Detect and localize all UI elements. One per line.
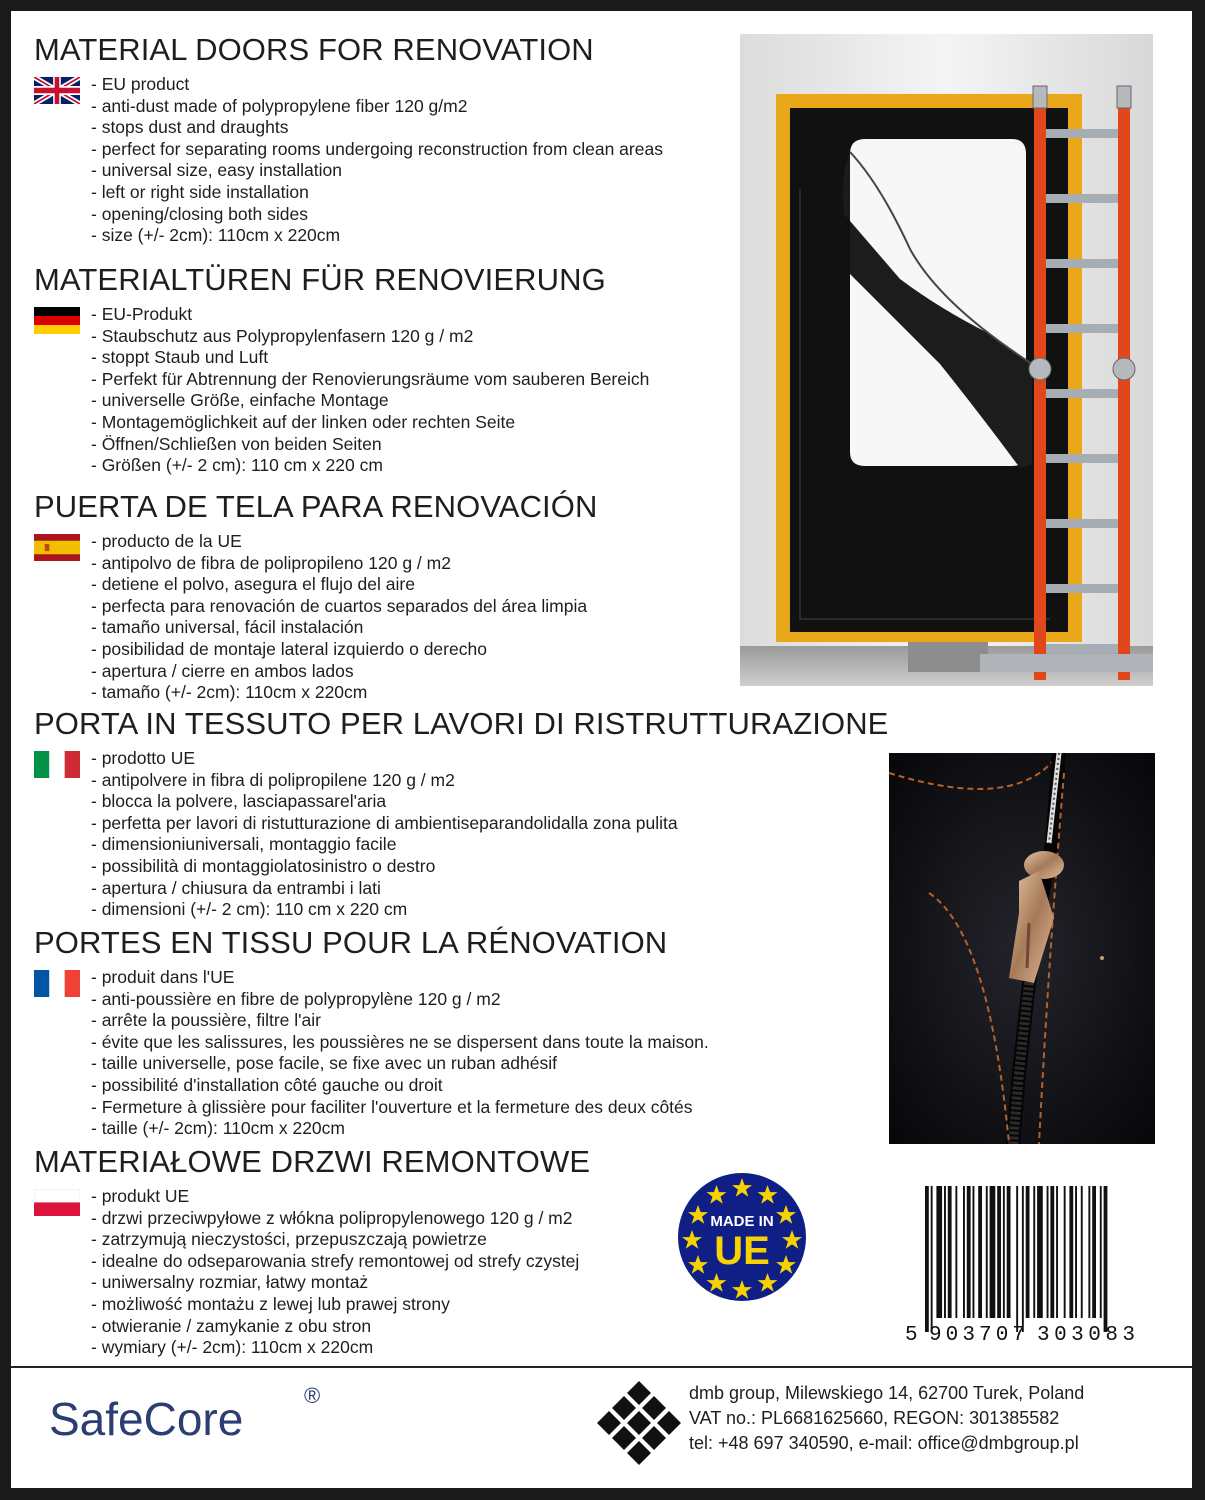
barcode-bar bbox=[936, 1186, 942, 1318]
feature-line: - zatrzymują nieczystości, przepuszczają powietrze bbox=[91, 1229, 487, 1250]
feature-line: - posibilidad de montaje lateral izquierdo o derecho bbox=[91, 638, 487, 659]
barcode-bar bbox=[978, 1186, 982, 1318]
feature-line: - Öffnen/Schließen von beiden Seiten bbox=[91, 433, 382, 454]
feature-line: - taille universelle, pose facile, se fixe avec un ruban adhésif bbox=[91, 1053, 557, 1074]
spain-flag-icon bbox=[34, 534, 80, 561]
barcode-bar bbox=[1081, 1186, 1083, 1318]
section-german bbox=[34, 263, 649, 477]
brand-logo-text: SafeCore bbox=[49, 1393, 244, 1445]
barcode-bar bbox=[1022, 1186, 1024, 1332]
barcode-digits-right: 303083 bbox=[1037, 1324, 1135, 1342]
zipper-closeup-photo bbox=[889, 753, 1155, 1144]
footer-divider bbox=[11, 1366, 1192, 1368]
feature-line: - uniwersalny rozmiar, łatwy montaż bbox=[91, 1272, 369, 1293]
feature-line: - prodotto UE bbox=[91, 748, 196, 768]
feature-line: - anti-poussière en fibre de polypropylène 120 g / m2 bbox=[91, 988, 501, 1009]
barcode-bar bbox=[1026, 1186, 1030, 1318]
feature-line: - universal size, easy installation bbox=[91, 160, 342, 181]
feature-line: - taille (+/- 2cm): 110cm x 220cm bbox=[91, 1118, 345, 1139]
feature-line: - stops dust and draughts bbox=[91, 117, 289, 138]
registered-mark: ® bbox=[304, 1383, 321, 1408]
feature-list bbox=[91, 531, 597, 704]
badge-made-in: MADE IN bbox=[710, 1213, 774, 1230]
feature-line: - detiene el polvo, asegura el flujo del aire bbox=[91, 574, 415, 595]
dmb-logo-icon bbox=[593, 1377, 685, 1467]
barcode-bar bbox=[963, 1186, 965, 1318]
barcode-bar bbox=[948, 1186, 952, 1318]
uk-flag-icon bbox=[34, 77, 80, 104]
feature-line: - perfecta para renovación de cuartos separados del área limpia bbox=[91, 595, 588, 616]
made-in-ue-badge bbox=[677, 1172, 807, 1302]
feature-line: - size (+/- 2cm): 110cm x 220cm bbox=[91, 225, 341, 246]
italy-flag-icon bbox=[34, 751, 80, 778]
feature-list bbox=[91, 967, 709, 1140]
france-flag-icon bbox=[34, 970, 80, 997]
feature-line: - tamaño universal, fácil instalación bbox=[91, 617, 364, 638]
section-title: PUERTA DE TELA PARA RENOVACIÓN bbox=[34, 489, 598, 524]
product-sheet bbox=[11, 11, 1192, 1488]
poland-flag-icon bbox=[34, 1189, 80, 1216]
feature-line: - perfetta per lavori di ristutturazione di ambientiseparandolidalla zona pulita bbox=[91, 812, 678, 833]
feature-line: - Größen (+/- 2 cm): 110 cm x 220 cm bbox=[91, 455, 383, 476]
company-vat: VAT no.: PL6681625660, REGON: 301385582 bbox=[689, 1408, 1060, 1428]
feature-line: - Staubschutz aus Polypropylenfasern 120 g / m2 bbox=[91, 325, 474, 346]
feature-line: - Perfekt für Abtrennung der Renovierungsräume vom sauberen Bereich bbox=[91, 368, 650, 389]
feature-line: - EU product bbox=[91, 74, 190, 94]
feature-line: - apertura / cierre en ambos lados bbox=[91, 660, 354, 681]
feature-line: - Montagemöglichkeit auf der linken oder rechten Seite bbox=[91, 411, 516, 432]
feature-line: - dimensioni (+/- 2 cm): 110 cm x 220 cm bbox=[91, 899, 408, 920]
section-title: PORTES EN TISSU POUR LA RÉNOVATION bbox=[34, 925, 668, 960]
barcode-bar bbox=[1104, 1186, 1108, 1332]
feature-line: - possibilité d'installation côté gauche ou droit bbox=[91, 1074, 443, 1095]
feature-line: - drzwi przeciwpyłowe z włókna polipropylenowego 120 g / m2 bbox=[91, 1207, 573, 1228]
barcode-bar bbox=[1016, 1186, 1018, 1332]
section-polish bbox=[34, 1145, 590, 1359]
section-title: MATERIAL DOORS FOR RENOVATION bbox=[34, 32, 594, 67]
barcode-bar bbox=[990, 1186, 996, 1318]
feature-line: - perfect for separating rooms undergoing reconstruction from clean areas bbox=[91, 138, 663, 159]
barcode-bar bbox=[1069, 1186, 1073, 1318]
company-contact bbox=[689, 1381, 1084, 1456]
barcode-bar bbox=[1088, 1186, 1090, 1318]
section-title: PORTA IN TESSUTO PER LAVORI DI RISTRUTTURAZIONE bbox=[34, 706, 889, 741]
feature-line: - EU-Produkt bbox=[91, 304, 193, 324]
feature-line: - stoppt Staub und Luft bbox=[91, 347, 269, 368]
barcode-bar bbox=[955, 1186, 957, 1318]
barcode-bar bbox=[1037, 1186, 1043, 1318]
feature-line: - évite que les salissures, les poussières ne se dispersent dans toute la maison. bbox=[91, 1031, 709, 1052]
feature-line: - możliwość montażu z lewej lub prawej strony bbox=[91, 1293, 450, 1314]
barcode-bar bbox=[1075, 1186, 1077, 1318]
company-address: dmb group, Milewskiego 14, 62700 Turek, Poland bbox=[689, 1383, 1085, 1403]
feature-line: - apertura / chiusura da entrambi i lati bbox=[91, 877, 381, 898]
section-spanish bbox=[34, 490, 597, 704]
section-italian bbox=[34, 707, 888, 921]
barcode-bar bbox=[1092, 1186, 1096, 1318]
feature-line: - Fermeture à glissière pour faciliter l'ouverture et la fermeture des deux côtés bbox=[91, 1096, 693, 1117]
feature-list bbox=[91, 748, 888, 921]
barcode-bar bbox=[925, 1186, 929, 1332]
feature-line: - wymiary (+/- 2cm): 110cm x 220cm bbox=[91, 1337, 374, 1358]
section-title: MATERIALTÜREN FÜR RENOVIERUNG bbox=[34, 262, 606, 297]
feature-line: - opening/closing both sides bbox=[91, 203, 308, 224]
barcode-bar bbox=[1050, 1186, 1054, 1318]
barcode-bar bbox=[967, 1186, 971, 1318]
feature-line: - arrête la poussière, filtre l'air bbox=[91, 1010, 321, 1031]
feature-line: - left or right side installation bbox=[91, 181, 309, 202]
barcode-bar bbox=[973, 1186, 975, 1318]
barcode-bar bbox=[1033, 1186, 1035, 1318]
feature-line: - tamaño (+/- 2cm): 110cm x 220cm bbox=[91, 682, 368, 703]
barcode-digit-first: 5 bbox=[905, 1324, 918, 1342]
feature-line: - possibilità di montaggiolatosinistro o destro bbox=[91, 855, 436, 876]
section-english bbox=[34, 33, 663, 247]
feature-line: - anti-dust made of polypropylene fiber 120 g/m2 bbox=[91, 95, 468, 116]
feature-list bbox=[91, 1186, 590, 1359]
feature-line: - produkt UE bbox=[91, 1186, 190, 1206]
feature-line: - otwieranie / zamykanie z obu stron bbox=[91, 1315, 372, 1336]
feature-list bbox=[91, 74, 663, 247]
barcode-bar bbox=[1056, 1186, 1058, 1318]
feature-line: - antipolvere in fibra di polipropilene 120 g / m2 bbox=[91, 769, 455, 790]
section-title: MATERIAŁOWE DRZWI REMONTOWE bbox=[34, 1144, 591, 1179]
feature-line: - antipolvo de fibra de polipropileno 120 g / m2 bbox=[91, 552, 451, 573]
feature-line: - produit dans l'UE bbox=[91, 967, 235, 987]
barcode-digits-left: 903707 bbox=[929, 1324, 1025, 1342]
barcode-bar bbox=[986, 1186, 988, 1318]
badge-ue: UE bbox=[714, 1229, 770, 1273]
germany-flag-icon bbox=[34, 307, 80, 334]
feature-line: - producto de la UE bbox=[91, 531, 242, 551]
barcode-bar bbox=[1003, 1186, 1005, 1318]
feature-list bbox=[91, 304, 649, 477]
feature-line: - blocca la polvere, lasciapassarel'aria bbox=[91, 791, 387, 812]
barcode-bar bbox=[1100, 1186, 1102, 1318]
barcode-bar bbox=[944, 1186, 946, 1318]
feature-line: - universelle Größe, einfache Montage bbox=[91, 390, 389, 411]
company-phone-email: tel: +48 697 340590, e-mail: office@dmbgroup.pl bbox=[689, 1433, 1079, 1453]
door-installed-photo bbox=[740, 34, 1153, 686]
barcode-bar bbox=[1007, 1186, 1011, 1318]
feature-line: - idealne do odseparowania strefy remontowej od strefy czystej bbox=[91, 1250, 580, 1271]
barcode-bars bbox=[925, 1186, 1107, 1332]
section-french bbox=[34, 926, 709, 1140]
barcode-bar bbox=[1064, 1186, 1066, 1318]
barcode bbox=[901, 1184, 1151, 1342]
barcode-bar bbox=[931, 1186, 933, 1332]
barcode-bar bbox=[1047, 1186, 1049, 1318]
barcode-bar bbox=[997, 1186, 1001, 1318]
feature-line: - dimensioniuniversali, montaggio facile bbox=[91, 834, 397, 855]
